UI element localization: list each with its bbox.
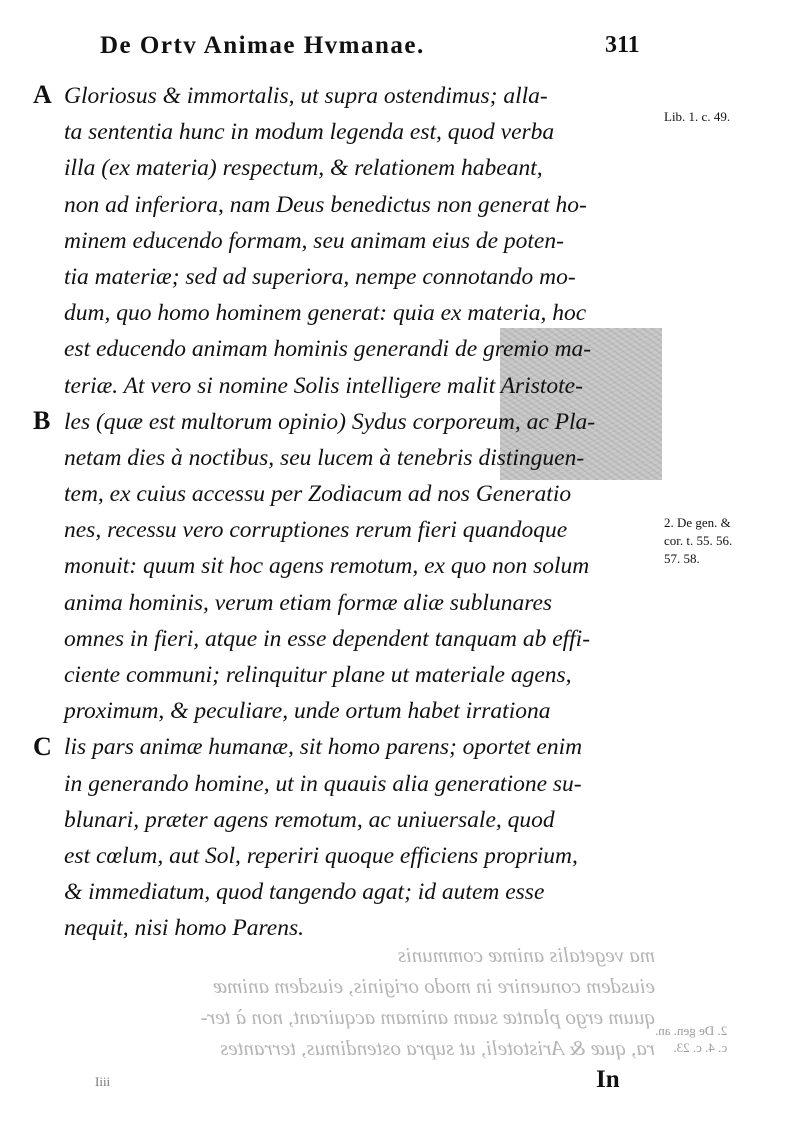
text-line: omnes in fieri, atque in esse dependent tanquam ab effi-: [64, 625, 591, 652]
text-line: blunari, præter agens remotum, ac uniuersale, quod: [64, 806, 555, 833]
page-number: 311: [605, 32, 640, 58]
bleed-through-line: ra, quæ & Aristoteli, ut supra ostendimus, terrantes: [220, 1036, 655, 1060]
bleed-through-line: eiusdem conuenire in modo originis, eiusdem animæ: [213, 974, 655, 998]
text-line: est educendo animam hominis generandi de gremio ma-: [64, 336, 592, 363]
bleed-through-margin-line: c. 4. c. 23.: [673, 1040, 728, 1055]
text-line: nequit, nisi homo Parens.: [64, 915, 304, 942]
signature-mark: Iiii: [95, 1074, 111, 1089]
text-line: & immediatum, quod tangendo agat; id autem esse: [64, 879, 545, 906]
text-line: les (quæ est multorum opinio) Sydus corporeum, ac Pla-: [64, 408, 596, 435]
text-line: illa (ex materia) respectum, & relationem habeant,: [64, 155, 543, 182]
text-line: tia materiæ; sed ad superiora, nempe connotando mo-: [64, 263, 576, 290]
text-line: tem, ex cuius accessu per Zodiacum ad nos Generatio: [64, 481, 572, 508]
text-line: Gloriosus & immortalis, ut supra ostendimus; alla-: [64, 83, 548, 109]
text-line: ta sententia hunc in modum legenda est, quod verba: [64, 119, 555, 146]
running-head: [100, 30, 700, 70]
bleed-through-marginal-note: [655, 1022, 727, 1056]
catchword: In: [596, 1066, 620, 1093]
text-line: ciente communi; relinquitur plane ut materiale agens,: [64, 662, 572, 688]
section-letter-a: A: [33, 80, 52, 109]
text-line: minem educendo formam, seu animam eius de poten-: [64, 227, 564, 254]
bleed-through-margin-line: 2. De gen. an.: [655, 1023, 728, 1038]
text-line: teriæ. At vero si nomine Solis intelligere malit Aristote-: [64, 372, 583, 399]
bleed-through-line: ma vegetalis animæ communis: [397, 943, 655, 967]
marginal-note-2-line-1: 2. De gen. &: [664, 515, 731, 530]
text-line: netam dies à noctibus, seu lucem à tenebris distinguen-: [64, 444, 585, 471]
marginal-note-2-line-2: cor. t. 55. 56.: [664, 533, 733, 548]
text-line: dum, quo homo hominem generat: quia ex materia, hoc: [64, 300, 587, 327]
text-line: nes, recessu vero corruptiones rerum fieri quandoque: [64, 517, 568, 544]
text-line: monuit: quum sit hoc agens remotum, ex quo non solum: [64, 553, 590, 580]
bleed-through-text: [95, 940, 655, 1064]
text-line: lis pars animæ humanæ, sit homo parens; oportet enim: [64, 734, 583, 761]
text-line: in generando homine, ut in quauis alia generatione su-: [64, 770, 582, 797]
section-letter-b: B: [33, 406, 51, 435]
marginal-note-2-line-3: 57. 58.: [664, 551, 700, 566]
body-text: [64, 78, 664, 947]
text-line: proximum, & peculiare, unde ortum habet irrationa: [64, 698, 551, 725]
text-line: est cœlum, aut Sol, reperiri quoque efficiens proprium,: [64, 842, 578, 869]
running-head-title: De Ortv Animae Hvmanae.: [100, 32, 425, 59]
marginal-note-1: Lib. 1. c. 49.: [664, 109, 731, 124]
text-line: anima hominis, verum etiam formæ aliæ sublunares: [64, 589, 553, 616]
text-line: non ad inferiora, nam Deus benedictus non generat ho-: [64, 191, 587, 218]
bleed-through-line: quum ergo plantæ suam animam acquirant, non à ter-: [200, 1005, 655, 1029]
section-letter-c: C: [33, 732, 52, 761]
